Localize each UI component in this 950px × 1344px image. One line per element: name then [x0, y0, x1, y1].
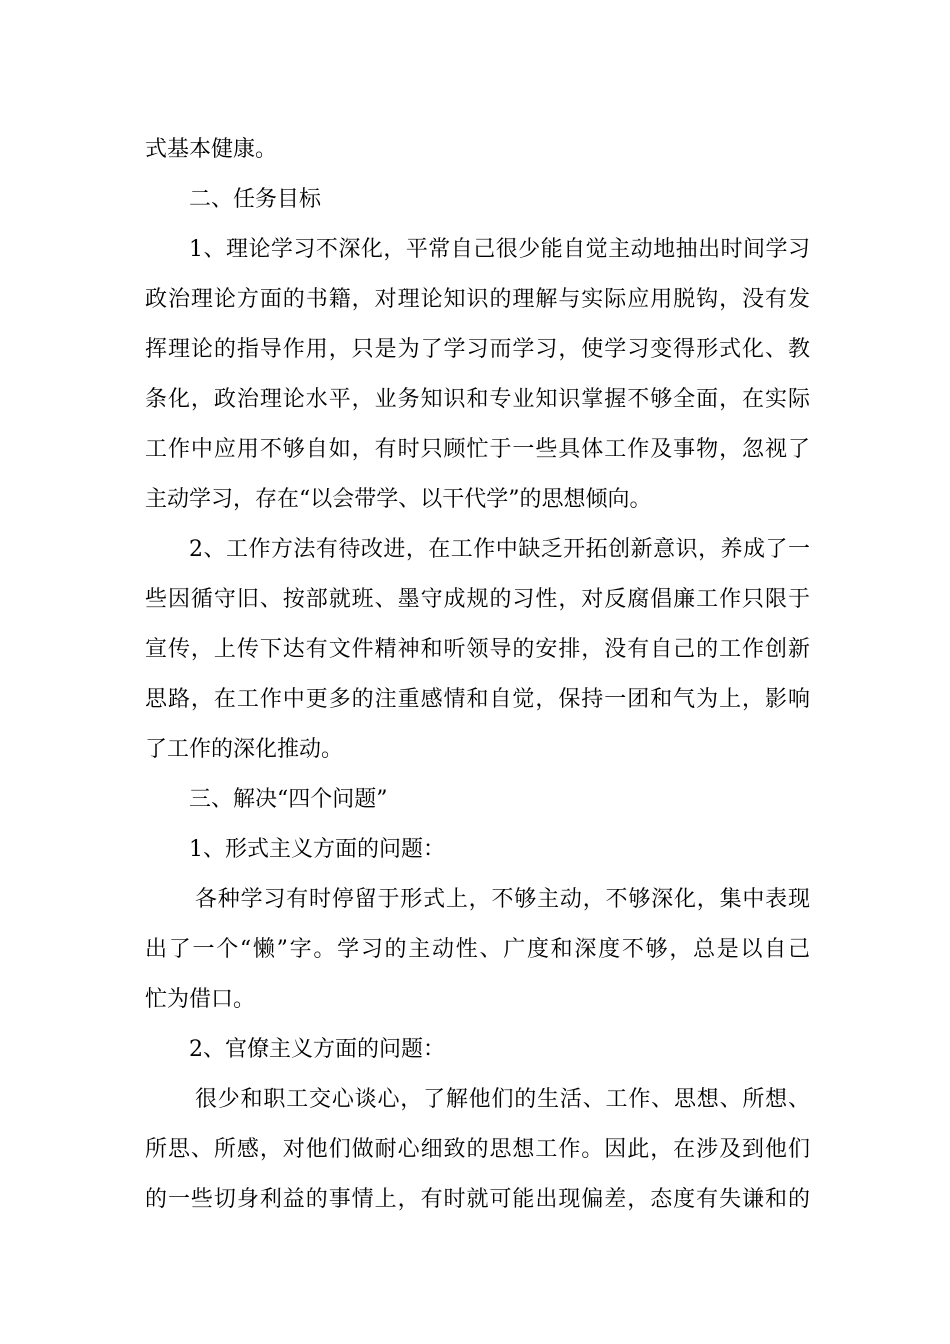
paragraph-line: 了工作的深化推动。	[145, 737, 344, 762]
paragraph-line: 政治理论方面的书籍，对理论知识的理解与实际应用脱钩，没有发	[145, 287, 810, 312]
paragraph-line: 2、工作方法有待改进，在工作中缺乏开拓创新意识，养成了一	[189, 537, 810, 562]
paragraph-continuation-line: 式基本健康。	[145, 137, 278, 162]
section-heading-task-goals: 二、任务目标	[189, 187, 322, 212]
paragraph-line: 各种学习有时停留于形式上，不够主动，不够深化，集中表现	[195, 887, 810, 912]
paragraph-line: 宣传，上传下达有文件精神和听领导的安排，没有自己的工作创新	[145, 637, 810, 662]
paragraph-line: 出了一个“懒”字。学习的主动性、广度和深度不够，总是以自己	[145, 937, 810, 962]
paragraph-line: 挥理论的指导作用，只是为了学习而学习，使学习变得形式化、教	[145, 337, 810, 362]
paragraph-line: 工作中应用不够自如，有时只顾忙于一些具体工作及事物，忽视了	[145, 437, 810, 462]
paragraph-line: 很少和职工交心谈心，了解他们的生活、工作、思想、所想、	[195, 1087, 810, 1112]
subheading-formalism: 1、形式主义方面的问题：	[189, 837, 445, 862]
paragraph-line: 忙为借口。	[145, 987, 256, 1012]
paragraph-line: 思路，在工作中更多的注重感情和自觉，保持一团和气为上，影响	[145, 687, 810, 712]
paragraph-line: 1、理论学习不深化，平常自己很少能自觉主动地抽出时间学习	[189, 237, 810, 262]
paragraph-line: 主动学习，存在“以会带学、以干代学”的思想倾向。	[145, 487, 652, 512]
paragraph-line: 条化，政治理论水平，业务知识和专业知识掌握不够全面，在实际	[145, 387, 810, 412]
paragraph-line: 些因循守旧、按部就班、墨守成规的习性，对反腐倡廉工作只限于	[145, 587, 810, 612]
section-heading-four-problems: 三、解决“四个问题”	[189, 787, 388, 812]
subheading-bureaucracy: 2、官僚主义方面的问题：	[189, 1037, 445, 1062]
paragraph-line: 的一些切身利益的事情上，有时就可能出现偏差，态度有失谦和的	[145, 1187, 810, 1212]
paragraph-line: 所思、所感，对他们做耐心细致的思想工作。因此，在涉及到他们	[145, 1137, 810, 1162]
